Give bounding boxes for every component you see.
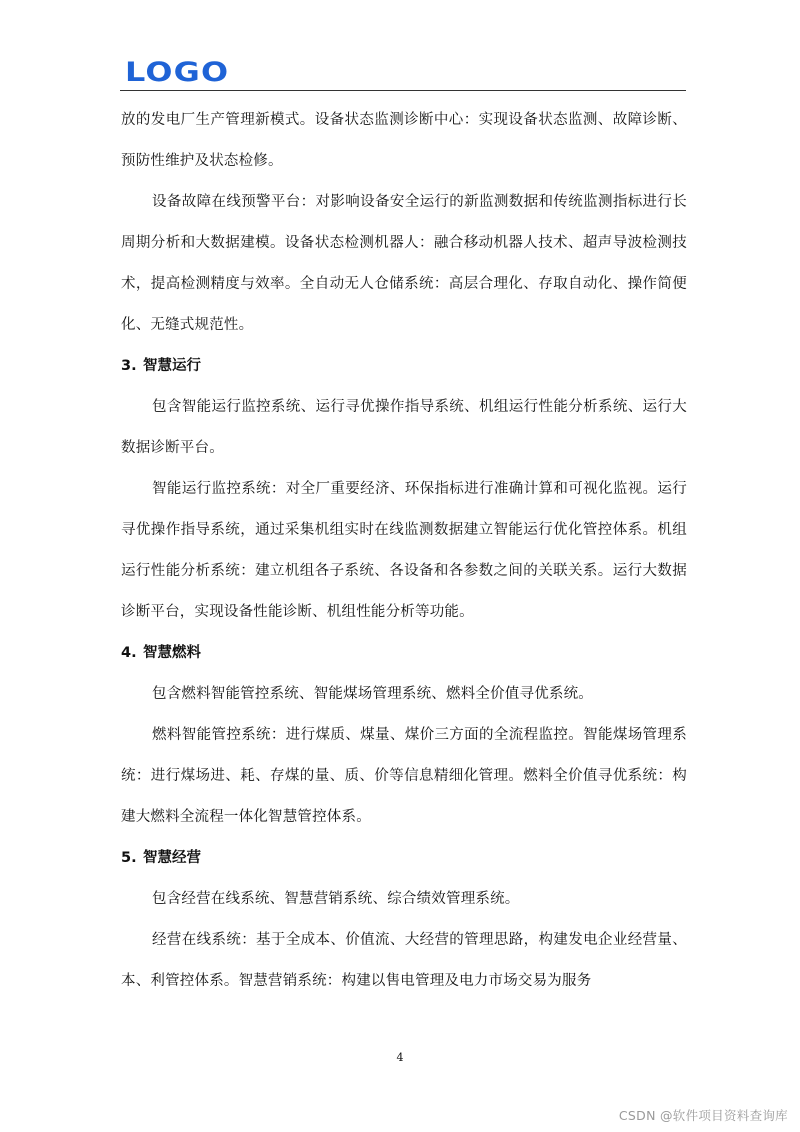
page-number: 4 [396,1051,404,1064]
paragraph: 放的发电厂生产管理新模式。设备状态监测诊断中心：实现设备状态监测、故障诊断、预防性维护及状态检修。 [121,112,687,169]
section-heading [121,633,687,674]
header-rule [120,90,686,91]
watermark: CSDN @软件项目资料查询库 [618,1108,788,1123]
section-number: 4. [121,645,137,661]
paragraph: 包含智能运行监控系统、运行寻优操作指导系统、机组运行性能分析系统、运行大数据诊断平台。 [121,399,687,456]
section-heading [121,838,687,879]
document-body [121,100,687,1002]
paragraph: 燃料智能管控系统：进行煤质、煤量、煤价三方面的全流程监控。智能煤场管理系统：进行煤场进、耗、存煤的量、质、价等信息精细化管理。燃料全价值寻优系统：构建大燃料全流程一体化智慧管控体系。 [121,727,687,825]
section-title: 智慧经营 [143,850,201,866]
section-heading [121,346,687,387]
section-title: 智慧燃料 [143,645,201,661]
paragraph: 经营在线系统：基于全成本、价值流、大经营的管理思路，构建发电企业经营量、本、利管控体系。智慧营销系统：构建以售电管理及电力市场交易为服务 [121,932,687,989]
section-number: 5. [121,850,137,866]
paragraph: 智能运行监控系统：对全厂重要经济、环保指标进行准确计算和可视化监视。运行寻优操作指导系统，通过采集机组实时在线监测数据建立智能运行优化管控体系。机组运行性能分析系统：建立机组各子系统、各设备和各参数之间的关联关系。运行大数据诊断平台，实现设备性能诊断、机组性能分析等功能。 [121,481,687,620]
section-number: 3. [121,358,137,374]
section-title: 智慧运行 [143,358,201,374]
paragraph: 包含经营在线系统、智慧营销系统、综合绩效管理系统。 [152,891,520,907]
logo: LOGO [125,57,230,88]
paragraph: 包含燃料智能管控系统、智能煤场管理系统、燃料全价值寻优系统。 [152,686,593,702]
paragraph: 设备故障在线预警平台：对影响设备安全运行的新监测数据和传统监测指标进行长周期分析和大数据建模。设备状态检测机器人：融合移动机器人技术、超声导波检测技术，提高检测精度与效率。全自动无人仓储系统：高层合理化、存取自动化、操作简便化、无缝式规范性。 [121,194,687,333]
